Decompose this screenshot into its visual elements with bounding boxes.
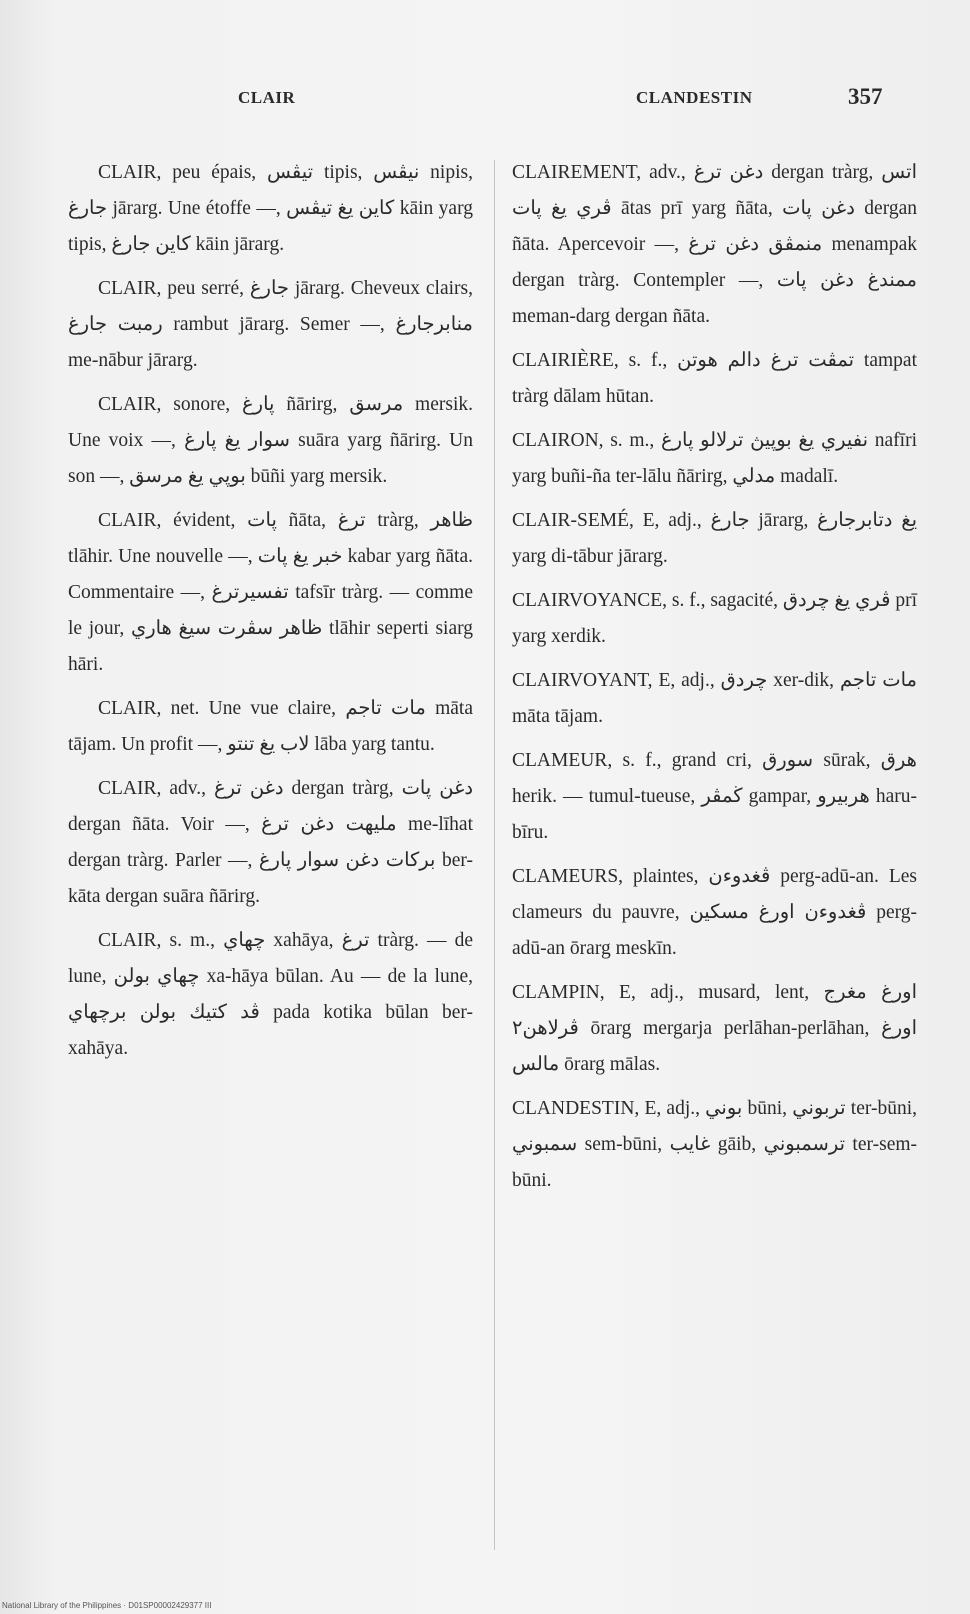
- entry-clairon: CLAIRON, s. m., نفيري يغ بوڽيڽ ترلالو ڽارغ nafīri yarg buñi-ña ter-lālu ñārirg, مدلي madalī.: [512, 430, 918, 487]
- entry-clairvoyant: CLAIRVOYANT, E, adj., چردق xer-dik, مات تاجم māta tājam.: [512, 670, 918, 727]
- entry-clair-epais: CLAIR, peu épais, تيڤس tipis, نيڤس nipis, جارغ jārarg. Une étoffe —, كاين يغ تيڤس kāin yarg tipis, كاين جارغ kāin jārarg.: [68, 162, 473, 255]
- entry-clair-sonore: CLAIR, sonore, ڽارغ ñārirg, مرسق mersik. Une voix —, سوار يغ ڽارغ suāra yarg ñārirg. Un son —, بوڽي يغ مرسق būñi yarg mersik.: [68, 394, 473, 487]
- entry-clampin: CLAMPIN, E, adj., musard, lent, اورغ مغرج ڤرلاهن٢ ōrarg mergarja perlāhan-perlāhan, اورغ مالس ōrarg mālas.: [512, 982, 918, 1075]
- entry-clairvoyance: CLAIRVOYANCE, s. f., sagacité, ڤري يغ چردق prī yarg xerdik.: [512, 590, 917, 647]
- column-divider: [494, 160, 495, 1550]
- entry-clandestin: CLANDESTIN, E, adj., بوني būni, تربوني ter-būni, سمبوني sem-būni, غايب gāib, ترسمبوني ter-sem-būni.: [512, 1098, 918, 1191]
- entry-clair-sm: CLAIR, s. m., چهاي xahāya, ترغ tràrg. — de lune, چهاي بولن xa-hāya būlan. Au — de la lune, ڤد كتيك بولن برچهاي pada kotika būlan ber-xahāya.: [68, 930, 473, 1059]
- scan-footer: National Library of the Philippines · D01SP00002429377 III: [2, 1601, 212, 1610]
- entry-clairement: CLAIREMENT, adv., دغن ترغ dergan tràrg, اتس ڤري يغ ڽات ātas prī yarg ñāta, دغن ڽات dergan ñāta. Apercevoir —, منمڤق دغن ترغ menampak dergan tràrg. Contempler —, ممندغ دغن ڽات meman-darg dergan ñāta.: [512, 162, 918, 327]
- right-column: [512, 155, 917, 1207]
- entry-clameurs: CLAMEURS, plaintes, ڤغدوءن perg-adū-an. Les clameurs du pauvre, ڤغدوءن اورغ مسكين perg-adū-an ōrarg meskīn.: [512, 866, 917, 959]
- running-head-left: CLAIR: [238, 88, 296, 107]
- entry-clameur: CLAMEUR, s. f., grand cri, سورق sūrak, هرق herik. — tumul-tueuse, ڬمڤر gampar, هربيرو haru-bīru.: [512, 750, 917, 843]
- entry-clair-evident: CLAIR, évident, ڽات ñāta, ترغ tràrg, ظاهر tlāhir. Une nouvelle —, خبر يغ ڽات kabar yarg ñāta. Commentaire —, تفسيرترغ tafsīr tràrg. — comme le jour, ظاهر سڤرت سيغ هاري tlāhir seperti siarg hāri.: [68, 510, 474, 675]
- entry-clair-serre: CLAIR, peu serré, جارغ jārarg. Cheveux clairs, رمبت جارغ rambut jārarg. Semer —, منابرجارغ me-nābur jārarg.: [68, 278, 473, 371]
- entry-clair-adv: CLAIR, adv., دغن ترغ dergan tràrg, دغن ڽات dergan ñāta. Voir —, مليهت دغن ترغ me-līhat dergan tràrg. Parler —, بركات دغن سوار ڽارغ ber-kāta dergan suāra ñārirg.: [68, 778, 474, 907]
- left-column: [68, 155, 473, 1075]
- entry-clair-seme: CLAIR-SEMÉ, E, adj., جارغ jārarg, يغ دتابرجارغ yarg di-tābur jārarg.: [512, 510, 918, 567]
- running-head-right: CLANDESTIN: [636, 88, 753, 107]
- entry-clair-net: CLAIR, net. Une vue claire, مات تاجم māta tājam. Un profit —, لاب يغ تنتو lāba yarg tantu.: [68, 698, 473, 755]
- page-number: 357: [848, 84, 883, 109]
- entry-clairiere: CLAIRIÈRE, s. f., تمڤت ترغ دالم هوتن tampat tràrg dālam hūtan.: [512, 350, 917, 407]
